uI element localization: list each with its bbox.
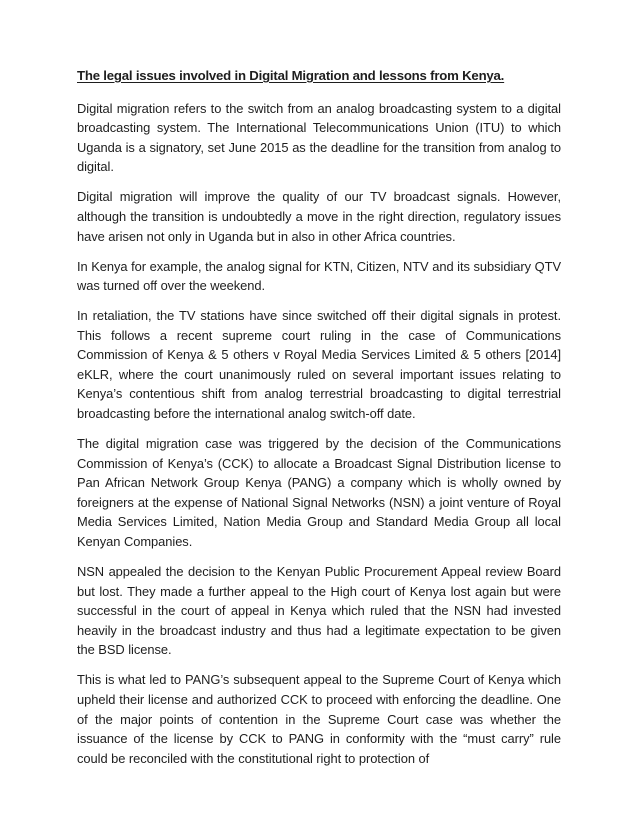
document-page: [77, 66, 561, 779]
paragraph-supreme-court: This is what led to PANG’s subsequent appeal to the Supreme Court of Kenya which upheld their license and authorized CCK to proceed with enforcing the deadline. One of the major points of contention in the Supreme Court case was whether the issuance of the license by CCK to PANG in conformity with the “must carry” rule could be reconciled with the constitutional right to protection of: [77, 672, 561, 766]
paragraph-nsn-appeal: NSN appealed the decision to the Kenyan Public Procurement Appeal review Board but lost. They made a further appeal to the High court of Kenya lost again but were successful in the court of appeal in Kenya which ruled that the NSN had invested heavily in the broadcast industry and thus had a legitimate expectation to be given the BSD license.: [77, 564, 561, 658]
paragraph-digital-migration-definition: Digital migration refers to the switch from an analog broadcasting system to a digital broadcasting system. The International Telecommunications Union (ITU) to which Uganda is a signatory, set June 2015 as the deadline for the transition from analog to digital.: [77, 100, 561, 175]
document-title: The legal issues involved in Digital Migration and lessons from Kenya.: [77, 68, 505, 83]
paragraph-retaliation: In retaliation, the TV stations have since switched off their digital signals in protest. This follows a recent supreme court ruling in the case of Communications Commission of Kenya & 5 others v Royal Media Services Limited & 5 others [2014] eKLR, where the court unanimously ruled on several important issues relating to Kenya’s contentious shift from analog terrestrial broadcasting to digital terrestrial broadcasting before the international analog switch-off date.: [77, 308, 561, 422]
paragraph-case-trigger: The digital migration case was triggered by the decision of the Communications Commission of Kenya’s (CCK) to allocate a Broadcast Signal Distribution license to Pan African Network Group Kenya (PANG) a company which is wholly owned by foreigners at the expense of National Signal Networks (NSN) a joint venture of Royal Media Services Limited, Nation Media Group and Standard Media Group all local Kenyan Companies.: [77, 436, 561, 550]
paragraph-kenya-example: In Kenya for example, the analog signal for KTN, Citizen, NTV and its subsidiary QTV was turned off over the weekend.: [77, 258, 561, 294]
paragraph-signal-quality: Digital migration will improve the quality of our TV broadcast signals. However, although the transition is undoubtedly a move in the right direction, regulatory issues have arisen not only in Uganda but in also in other Africa countries.: [77, 189, 561, 244]
